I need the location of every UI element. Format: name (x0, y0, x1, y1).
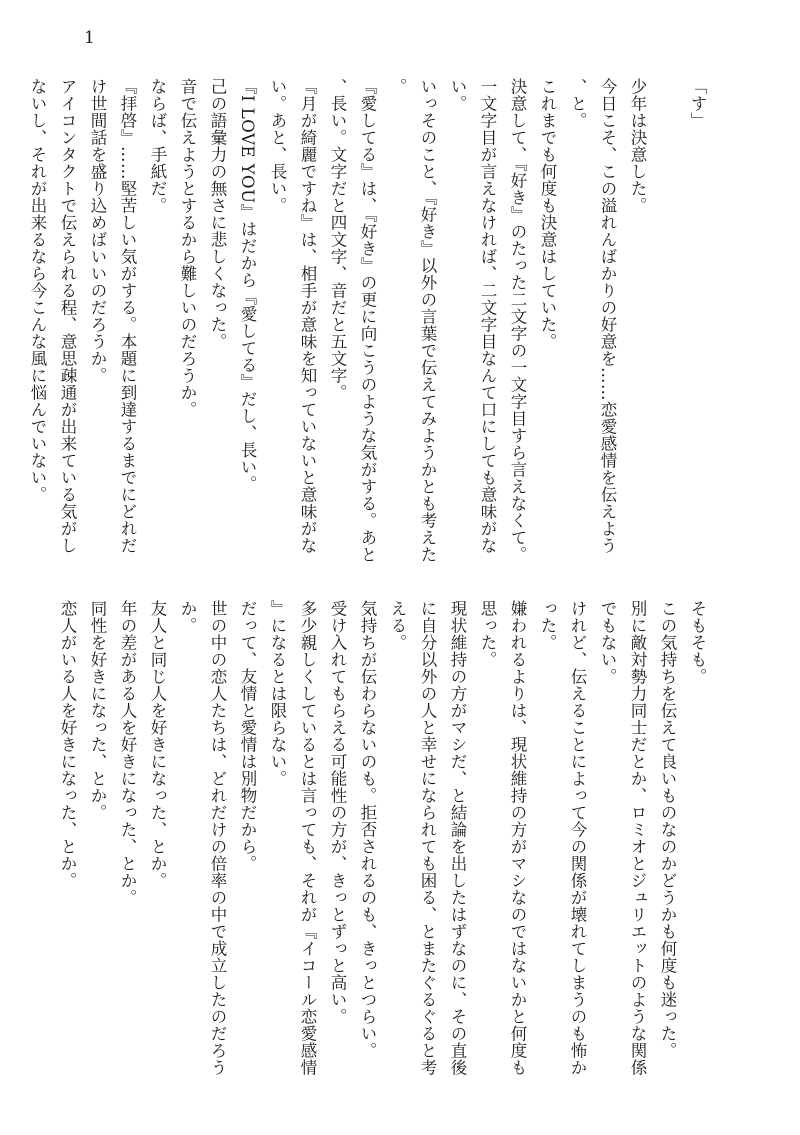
paragraph-line: けれど、伝えることによって今の関係が壊れてしまうのも怖かった。 (538, 600, 587, 1076)
paragraph-line: 同性を好きになった、とか。 (88, 600, 107, 821)
paragraph-line: だって、友情と愛情は別物だから。 (238, 600, 257, 872)
paragraph-line: 気持ちが伝わらないのも。拒否されるのも、きっとつらい。 (358, 600, 377, 1059)
paragraph-line: 今日こそ、この溢れんばかりの好意を……恋愛感情を伝えよう、と。 (568, 78, 617, 554)
paragraph-line: 少年は決意した。 (628, 78, 647, 214)
paragraph-line: 恋人がいる人を好きになった、とか。 (58, 600, 77, 889)
paragraph-line: 受け入れてもらえる可能性の方が、きっとずっと高い。 (328, 600, 347, 1025)
paragraph-line: 『拝啓』……堅苦しい気がする。本題に到達するまでにどれだけ世間話を盛り込めばいいのだろうか。 (88, 78, 137, 554)
paragraph-line: 己の語彙力の無さに悲しくなった。 (208, 78, 227, 350)
paragraph-line: 多少親しくしているとは言っても、それが『イコール恋愛感情』になるとは限らない。 (268, 600, 317, 1076)
paragraph-line: アイコンタクトで伝えられる程、意思疎通が出来ている気がしないし、それが出来るなら今こんな風に悩んでいない。 (28, 78, 77, 554)
paragraph-line: 年の差がある人を好きになった、とか。 (118, 600, 137, 906)
paragraph-line: 音で伝えようとするから難しいのだろうか。 (178, 78, 197, 418)
page-number: 1 (84, 28, 95, 48)
paragraph-line: ならば、手紙だ。 (148, 78, 167, 214)
paragraph-line: 『月が綺麗ですね』は、相手が意味を知っていないと意味がない。あと、長い。 (268, 78, 317, 554)
paragraph-line: いっそのこと、『好き』以外の言葉で伝えてみようかとも考えた。 (388, 78, 437, 563)
blank-line (652, 78, 682, 568)
paragraph-line: そもそも。 (688, 600, 707, 685)
paragraph-line: 嫌われるよりは、現状維持の方がマシなのではないかと何度も思った。 (478, 600, 527, 1076)
paragraph-line: 『愛してる』は、『好き』の更に向こうのような気がする。あと、長い。文字だと四文字、音だと五文字。 (328, 78, 377, 563)
paragraph-line: 友人と同じ人を好きになった、とか。 (148, 600, 167, 889)
section-title: 「す」 (688, 78, 707, 129)
paragraph-line: 一文字目が言えなければ、二文字目なんて口にしても意味がない。 (448, 78, 497, 554)
paragraph-line: 世の中の恋人たちは、どれだけの倍率の中で成立したのだろうか。 (178, 600, 227, 1076)
paragraph-line: 別に敵対勢力同士だとか、ロミオとジュリエットのような関係でもない。 (598, 600, 647, 1076)
upper-text-block (22, 78, 712, 568)
paragraph-line: これまでも何度も決意はしていた。 (538, 78, 557, 350)
paragraph-line: 『I LOVE YOU』はだから『愛してる』だし、長い。 (238, 78, 257, 493)
paragraph-line: この気持ちを伝えて良いものなのかどうかも何度も迷った。 (658, 600, 677, 1059)
paragraph-line: 現状維持の方がマシだ、と結論を出したはずなのに、その直後に自分以外の人と幸せになられても困る、とまたぐるぐると考える。 (388, 600, 467, 1076)
lower-text-block (52, 600, 712, 1080)
paragraph-line: 決意して、『好き』のたった二文字の一文字目すら言えなくて。 (508, 78, 527, 563)
